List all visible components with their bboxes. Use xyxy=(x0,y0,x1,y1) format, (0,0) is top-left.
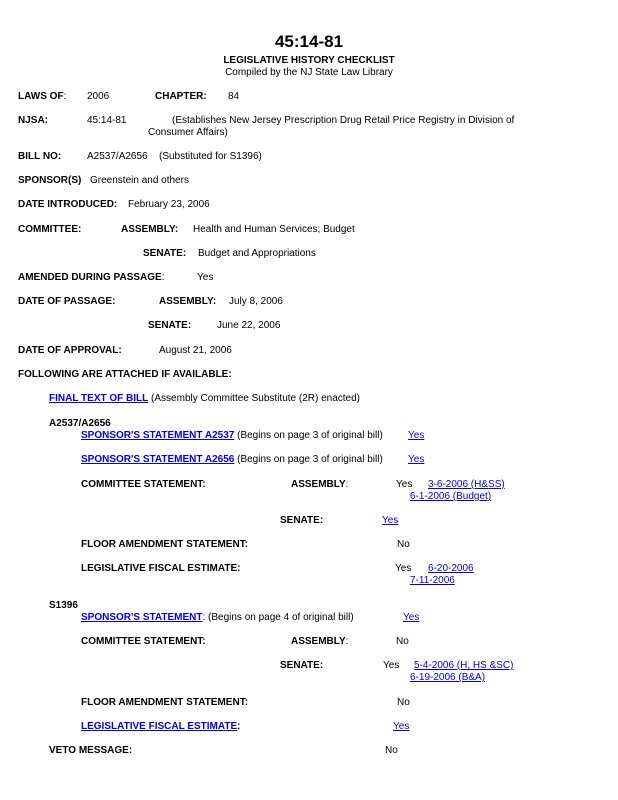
a-sponsor-statement-2-row xyxy=(81,454,383,466)
page-title: 45:14-81 xyxy=(274,32,344,51)
s-committee-statement-label: COMMITTEE STATEMENT: xyxy=(81,636,206,647)
njsa-description-line1: (Establishes New Jersey Prescription Drug Retail Price Registry in Division of xyxy=(172,115,515,126)
laws-of-value: 2006 xyxy=(87,91,110,102)
s-sponsor-statement-yes-link[interactable]: Yes xyxy=(403,612,420,623)
passage-senate-label: SENATE: xyxy=(148,320,192,331)
passage-assembly-value: July 8, 2006 xyxy=(229,296,283,307)
passage-senate-value: June 22, 2006 xyxy=(217,320,281,331)
s-committee-senate-yes: Yes xyxy=(383,660,400,671)
s-sponsor-statement-row xyxy=(81,612,354,624)
passage-assembly-label: ASSEMBLY: xyxy=(159,296,217,307)
veto-label: VETO MESSAGE: xyxy=(49,745,133,756)
s-floor-amendment-label: FLOOR AMENDMENT STATEMENT: xyxy=(81,697,249,708)
a-sponsor-statement-1-note: (Begins on page 3 of original bill) xyxy=(237,430,383,441)
a-sponsor-statement-2-link[interactable]: SPONSOR'S STATEMENT A2656 xyxy=(81,454,235,465)
amended-label: AMENDED DURING PASSAGE xyxy=(18,272,162,283)
sponsors-value: Greenstein and others xyxy=(90,175,189,186)
a-committee-assembly-yes: Yes xyxy=(396,479,413,490)
page-subtitle: LEGISLATIVE HISTORY CHECKLIST xyxy=(223,55,395,66)
a-sponsor-statement-1-yes-link[interactable]: Yes xyxy=(408,430,425,441)
s-fiscal-estimate-link[interactable]: LEGISLATIVE FISCAL ESTIMATE xyxy=(81,721,238,732)
committee-assembly-value: Health and Human Services; Budget xyxy=(193,224,355,235)
s-committee-assembly-row xyxy=(291,636,348,648)
a-committee-senate-yes-link[interactable]: Yes xyxy=(382,515,399,526)
final-text-row xyxy=(49,393,360,405)
passage-label: DATE OF PASSAGE: xyxy=(18,296,116,307)
laws-of-colon: : xyxy=(63,91,67,102)
chapter-label: CHAPTER: xyxy=(155,91,207,102)
s-committee-senate-label: SENATE: xyxy=(280,660,324,671)
a-sponsor-statement-1-link[interactable]: SPONSOR'S STATEMENT A2537 xyxy=(81,430,235,441)
a-fiscal-estimate-label: LEGISLATIVE FISCAL ESTIMATE: xyxy=(81,563,241,574)
s-section-heading: S1396 xyxy=(49,600,78,611)
s-floor-amendment-value: No xyxy=(397,697,410,708)
a-committee-statement-label: COMMITTEE STATEMENT: xyxy=(81,479,206,490)
a-committee-assembly-link-2[interactable]: 6-1-2006 (Budget) xyxy=(410,491,492,502)
a-committee-assembly-colon: : xyxy=(345,479,349,490)
date-introduced-label: DATE INTRODUCED: xyxy=(18,199,118,210)
committee-senate-label: SENATE: xyxy=(143,248,187,259)
sponsors-label: SPONSOR(S) xyxy=(18,175,82,186)
a-fiscal-estimate-link-2[interactable]: 7-11-2006 xyxy=(410,575,455,586)
s-committee-senate-link-1[interactable]: 5-4-2006 (H, HS &SC) xyxy=(414,660,514,671)
laws-of-row xyxy=(18,91,66,103)
a-fiscal-estimate-yes: Yes xyxy=(395,563,412,574)
final-text-note: (Assembly Committee Substitute (2R) enacted) xyxy=(151,393,361,404)
committee-senate-value: Budget and Appropriations xyxy=(198,248,316,259)
s-sponsor-statement-link[interactable]: SPONSOR'S STATEMENT xyxy=(81,612,203,623)
a-floor-amendment-label: FLOOR AMENDMENT STATEMENT: xyxy=(81,539,249,550)
a-sponsor-statement-1-row xyxy=(81,430,383,442)
compiled-by: Compiled by the NJ State Law Library xyxy=(225,67,393,78)
a-committee-senate-label: SENATE: xyxy=(280,515,324,526)
a-committee-assembly-link-1[interactable]: 3-6-2006 (H&SS) xyxy=(428,479,505,490)
s-fiscal-estimate-colon: : xyxy=(237,721,241,732)
njsa-description-line2: Consumer Affairs) xyxy=(148,127,228,138)
chapter-value: 84 xyxy=(228,91,240,102)
s-committee-assembly-label: ASSEMBLY xyxy=(291,636,346,647)
final-text-link[interactable]: FINAL TEXT OF BILL xyxy=(49,393,149,404)
attached-heading: FOLLOWING ARE ATTACHED IF AVAILABLE: xyxy=(18,369,232,380)
s-committee-assembly-colon: : xyxy=(345,636,349,647)
bill-no-value: A2537/A2656 xyxy=(87,151,148,162)
committee-label: COMMITTEE: xyxy=(18,224,82,235)
approval-label: DATE OF APPROVAL: xyxy=(18,345,122,356)
amended-value: Yes xyxy=(197,272,214,283)
bill-no-note: (Substituted for S1396) xyxy=(159,151,262,162)
a-committee-assembly-label: ASSEMBLY xyxy=(291,479,346,490)
approval-value: August 21, 2006 xyxy=(159,345,232,356)
committee-assembly-label: ASSEMBLY: xyxy=(121,224,179,235)
njsa-label: NJSA: xyxy=(18,115,49,126)
amended-row xyxy=(18,272,165,284)
s-fiscal-estimate-row xyxy=(81,721,240,733)
s-sponsor-statement-note: : (Begins on page 4 of original bill) xyxy=(202,612,354,623)
laws-of-label: LAWS OF xyxy=(18,91,64,102)
s-committee-senate-link-2[interactable]: 6-19-2006 (B&A) xyxy=(410,672,486,683)
a-floor-amendment-value: No xyxy=(397,539,410,550)
njsa-value: 45:14-81 xyxy=(87,115,127,126)
amended-colon: : xyxy=(161,272,165,283)
a-section-heading: A2537/A2656 xyxy=(49,418,111,429)
a-fiscal-estimate-link-1[interactable]: 6-20-2006 xyxy=(428,563,474,574)
bill-no-label: BILL NO: xyxy=(18,151,62,162)
date-introduced-value: February 23, 2006 xyxy=(128,199,210,210)
s-committee-assembly-value: No xyxy=(396,636,409,647)
a-committee-assembly-row xyxy=(291,479,348,491)
s-fiscal-estimate-yes-link[interactable]: Yes xyxy=(393,721,410,732)
a-sponsor-statement-2-yes-link[interactable]: Yes xyxy=(408,454,425,465)
veto-value: No xyxy=(385,745,398,756)
a-sponsor-statement-2-note: (Begins on page 3 of original bill) xyxy=(237,454,383,465)
